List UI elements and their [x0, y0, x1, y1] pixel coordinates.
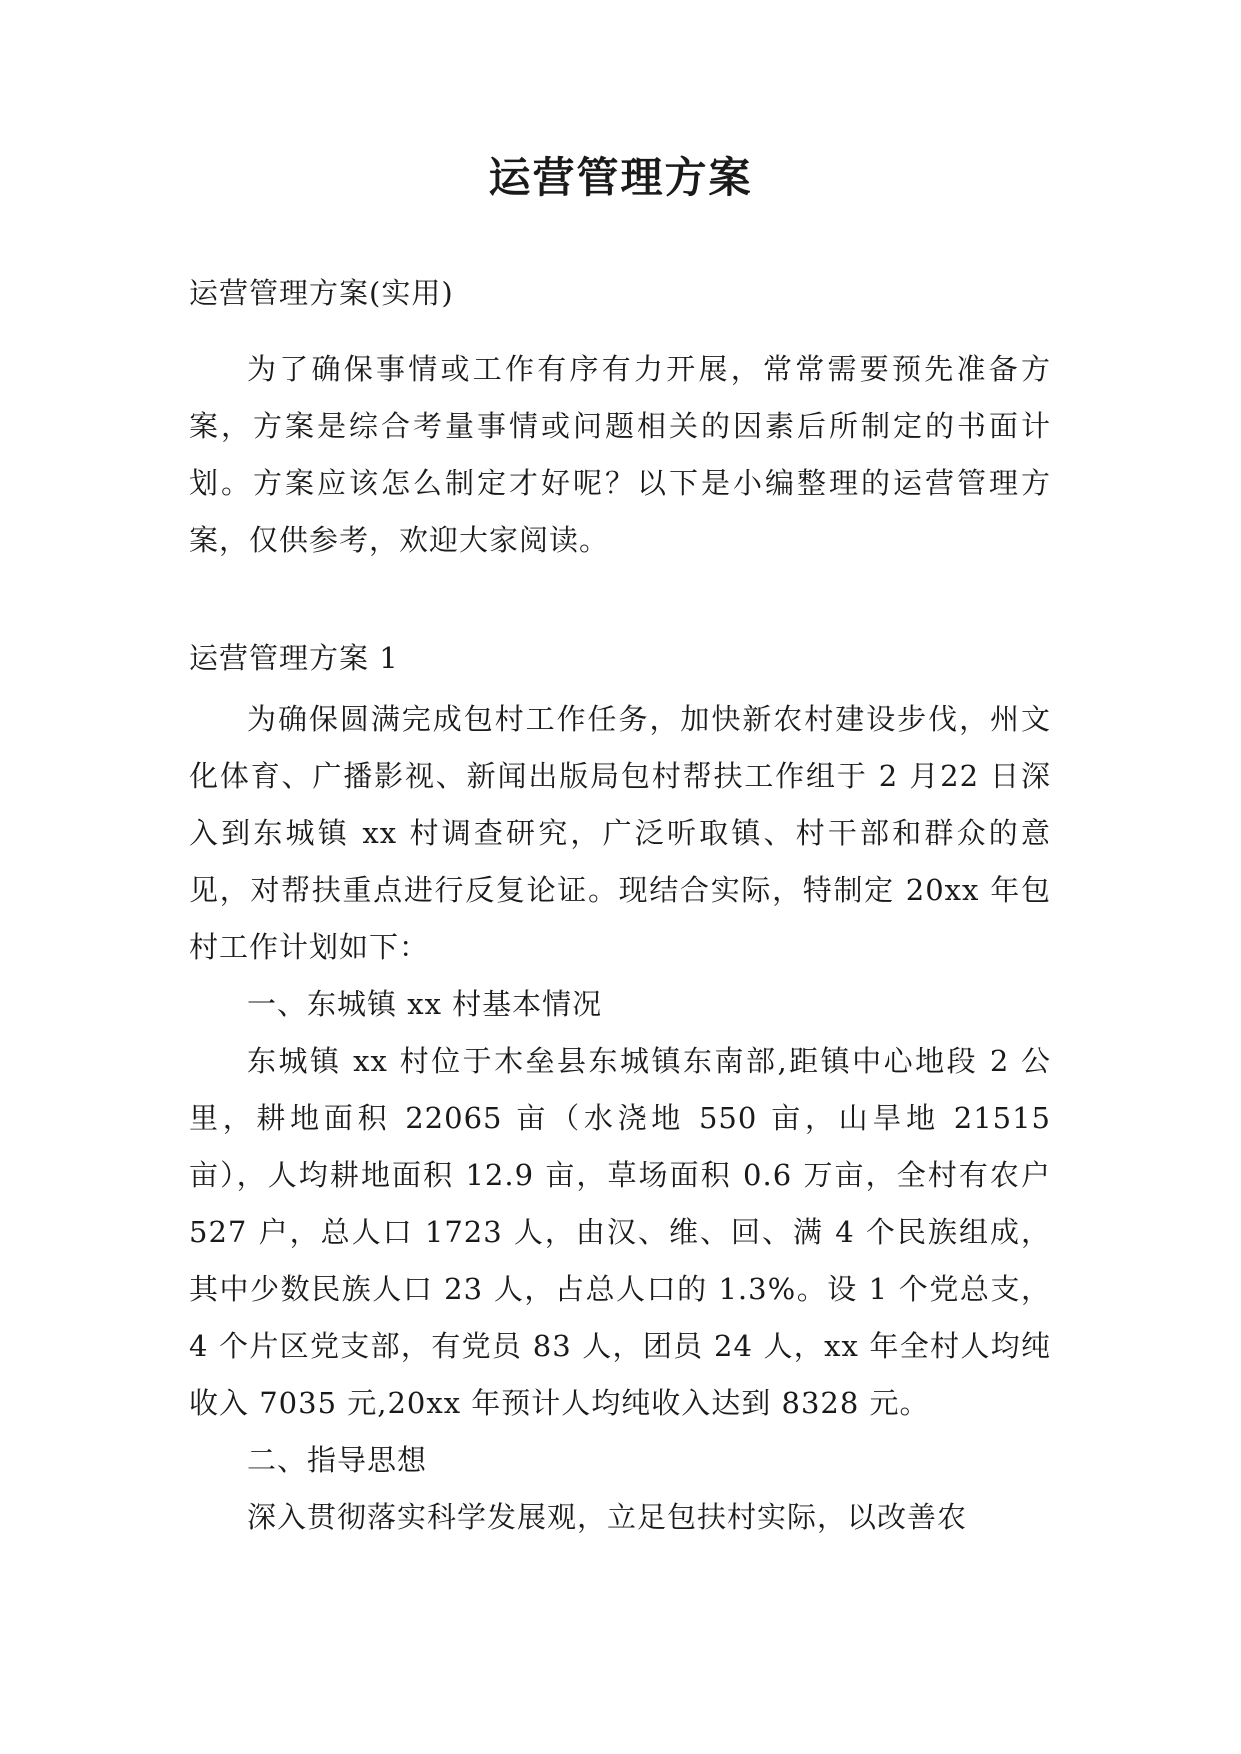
subheading-guiding-ideology: 二、指导思想	[247, 1443, 428, 1477]
document-subtitle: 运营管理方案(实用)	[189, 276, 454, 310]
body-paragraph: 深入贯彻落实科学发展观，立足包扶村实际，以改善农	[247, 1500, 968, 1534]
subheading-basic-situation: 一、东城镇 xx 村基本情况	[247, 987, 603, 1021]
intro-paragraph: 为了确保事情或工作有序有力开展，常常需要预先准备方案，方案是综合考量事情或问题相关的因素后所制定的书面计划。方案应该怎么制定才好呢？以下是小编整理的运营管理方案，仅供参考，欢迎大家阅读。	[189, 352, 1051, 557]
document-title: 运营管理方案	[488, 153, 753, 202]
body-paragraph: 为确保圆满完成包村工作任务，加快新农村建设步伐，州文化体育、广播影视、新闻出版局包村帮扶工作组于 2 月22 日深入到东城镇 xx 村调查研究，广泛听取镇、村干部和群众的意见，对帮扶重点进行反复论证。现结合实际，特制定 20xx 年包村工作计划如下：	[189, 702, 1051, 964]
section-heading: 运营管理方案 1	[189, 641, 399, 675]
body-paragraph: 东城镇 xx 村位于木垒县东城镇东南部,距镇中心地段 2 公里，耕地面积 22065 亩（水浇地 550 亩，山旱地 21515 亩），人均耕地面积 12.9 亩，草场面积 0.6 万亩，全村有农户 527 户，总人口 1723 人，由汉、维、回、满 4 个民族组成，其中少数民族人口 23 人，占总人口的 1.3%。设 1 个党总支，4 个片区党支部，有党员 83 人，团员 24 人，xx 年全村人均纯收入 7035 元,20xx 年预计人均纯收入达到 8328 元。	[189, 1044, 1051, 1420]
section-body	[189, 691, 1051, 1546]
